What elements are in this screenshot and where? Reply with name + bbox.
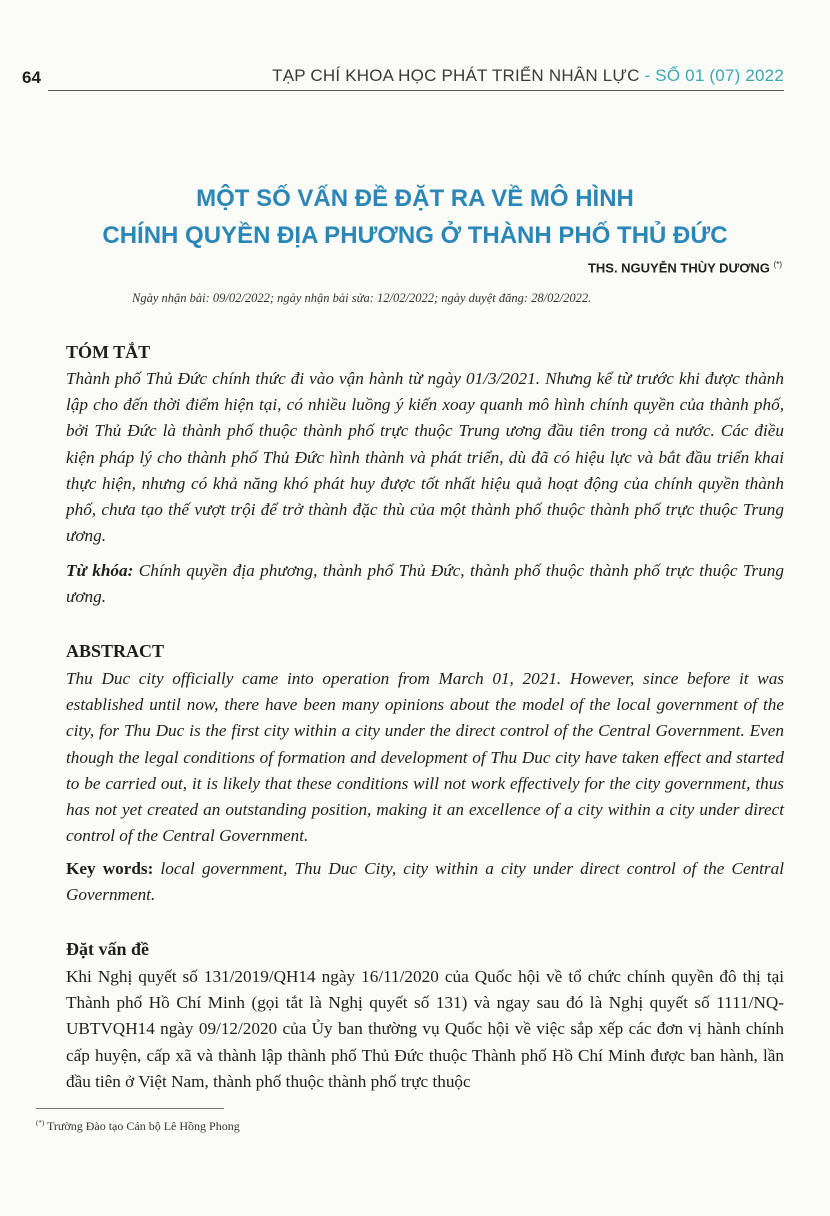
keywords-text-en: local government, Thu Duc City, city within a city under direct control of the Central Government. bbox=[66, 859, 784, 905]
summary-heading: TÓM TẮT bbox=[66, 342, 151, 362]
intro-body: Khi Nghị quyết số 131/2019/QH14 ngày 16/11/2020 của Quốc hội về tổ chức chính quyền đô thị tại Thành phố Hồ Chí Minh (gọi tắt là Nghị quyết số 131) và ngay sau đó là Nghị quyết số 1111/NQ-UBTVQH14 ngày 09/12/2020 của Ủy ban thường vụ Quốc hội về việc sắp xếp các đơn vị hành chính cấp huyện, cấp xã và thành lập thành phố Thủ Đức thuộc Thành phố Hồ Chí Minh được ban hành, lần đầu tiên ở Việt Nam, thành phố thuộc thành phố trực thuộc bbox=[66, 967, 784, 1091]
abstract-keywords bbox=[66, 856, 784, 908]
header-rule bbox=[48, 90, 784, 91]
keywords-label-en: Key words: bbox=[66, 859, 154, 878]
article-title-line-2: CHÍNH QUYỀN ĐỊA PHƯƠNG Ở THÀNH PHỐ THỦ ĐỨC bbox=[102, 222, 728, 249]
summary-body: Thành phố Thủ Đức chính thức đi vào vận hành từ ngày 01/3/2021. Nhưng kể từ trước khi được thành lập cho đến thời điểm hiện tại, có nhiều luồng ý kiến xoay quanh mô hình chính quyền của thành phố, bởi Thủ Đức là thành phố thuộc thành phố trực thuộc Trung ương đầu tiên trong cả nước. Các điều kiện pháp lý cho thành phố Thủ Đức hình thành và phát triển, dù đã có hiệu lực và bắt đầu triển khai thực hiện, nhưng có khả năng khó phát huy được tốt nhất hiệu quả hoạt động của chính quyền thành phố, chưa tạo thế vượt trội để trở thành đặc thù của một thành phố thuộc thành phố trực thuộc Trung ương. bbox=[66, 369, 784, 546]
footnote bbox=[36, 1119, 240, 1134]
author bbox=[588, 260, 782, 275]
author-footnote-mark: (*) bbox=[773, 260, 782, 269]
submission-dates: Ngày nhận bài: 09/02/2022; ngày nhận bài sửa: 12/02/2022; ngày duyệt đăng: 28/02/2022. bbox=[132, 291, 592, 305]
abstract-heading: ABSTRACT bbox=[66, 641, 165, 661]
footnote-rule bbox=[36, 1108, 224, 1109]
article-title-line-1: MỘT SỐ VẤN ĐỀ ĐẶT RA VỀ MÔ HÌNH bbox=[196, 185, 634, 212]
journal-title bbox=[272, 66, 784, 86]
abstract-body: Thu Duc city officially came into operation from March 01, 2021. However, since before it was established until now, there have been many opinions about the model of the local government of the city, for Thu Duc is the first city within a city under the direct control of the Central Government. Even though the legal conditions of formation and development of Thu Duc city have taken effect and started to be carried out, it is likely that these conditions will not work effectively for the city government, thus has not yet created an outstanding position, making it an excellence of a city within a city under direct control of the Central Government. bbox=[66, 669, 784, 846]
footnote-mark: (*) bbox=[36, 1119, 45, 1127]
journal-name: TẠP CHÍ KHOA HỌC PHÁT TRIỂN NHÂN LỰC bbox=[272, 66, 640, 85]
footnote-text: Trường Đào tạo Cán bộ Lê Hồng Phong bbox=[44, 1119, 240, 1133]
author-name: THS. NGUYỄN THÙY DƯƠNG bbox=[587, 260, 770, 276]
keywords-text: Chính quyền địa phương, thành phố Thủ Đức, thành phố thuộc thành phố trực thuộc Trung ương. bbox=[66, 561, 784, 607]
summary-keywords bbox=[66, 558, 784, 610]
keywords-label: Từ khóa: bbox=[66, 561, 134, 580]
page-number: 64 bbox=[22, 68, 41, 87]
running-header bbox=[22, 68, 784, 92]
journal-issue: - SỐ 01 (07) 2022 bbox=[639, 66, 784, 85]
intro-heading: Đặt vấn đề bbox=[66, 939, 150, 959]
